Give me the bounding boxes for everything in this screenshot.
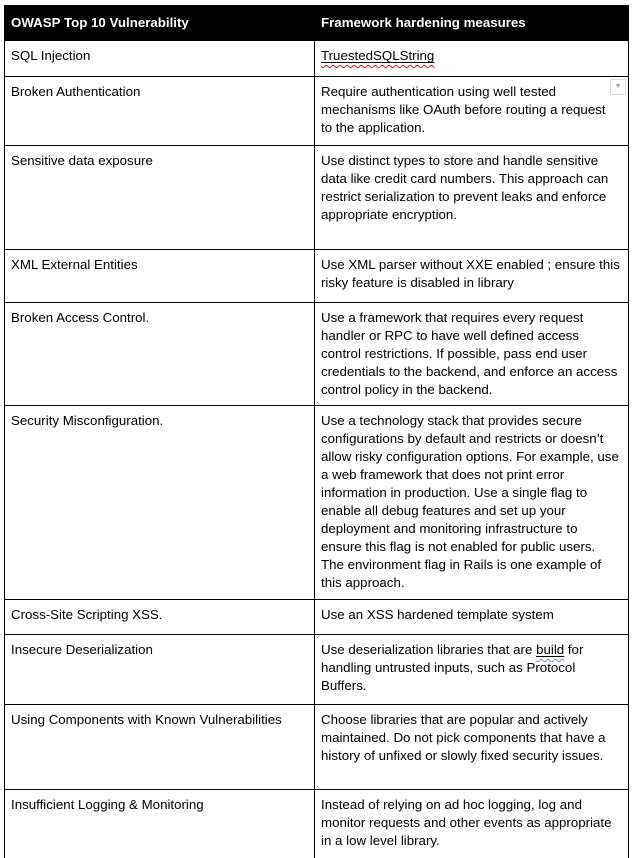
measure-text: for handling untrusted inputs, such as Protocol Buffers. (321, 642, 584, 693)
measure-text: Require authentication using well tested mechanisms like OAuth before routing a request to the application. (321, 84, 606, 135)
vulnerability-cell: Broken Authentication (5, 77, 315, 146)
vulnerability-cell: Insufficient Logging & Monitoring (5, 790, 315, 858)
chevron-down-icon: ▼ (614, 83, 622, 90)
measure-text: Use an XSS hardened template system (321, 607, 554, 622)
table-row (5, 303, 629, 406)
measure-cell (315, 705, 629, 790)
vulnerability-table (4, 5, 629, 858)
table-row (5, 705, 629, 790)
measure-text: Choose libraries that are popular and actively maintained. Do not pick components that have a history of unfixed or slowly fixed security issues. (321, 712, 606, 763)
measure-text: Use a framework that requires every request handler or RPC to have well defined access control restrictions. If possible, pass end user credentials to the backend, and enforce an access control policy in the backend. (321, 310, 618, 397)
table-header-row (5, 6, 629, 41)
table-row (5, 146, 629, 250)
comment-collapse-button[interactable] (610, 79, 626, 95)
measure-cell (315, 146, 629, 250)
vulnerability-cell: Sensitive data exposure (5, 146, 315, 250)
table-row (5, 635, 629, 705)
vulnerability-cell: Using Components with Known Vulnerabilities (5, 705, 315, 790)
header-measures: Framework hardening measures (315, 6, 629, 41)
measure-cell (315, 635, 629, 705)
table-row (5, 406, 629, 600)
vulnerability-cell: Broken Access Control. (5, 303, 315, 406)
measure-cell (315, 790, 629, 858)
measure-text: Use distinct types to store and handle sensitive data like credit card numbers. This approach can restrict serialization to prevent leaks and enforce appropriate encryption. (321, 153, 609, 222)
vulnerability-cell: SQL Injection (5, 41, 315, 77)
table-row (5, 250, 629, 303)
vulnerability-cell: XML External Entities (5, 250, 315, 303)
measure-cell (315, 250, 629, 303)
table-row (5, 41, 629, 77)
measure-text: Use a technology stack that provides secure configurations by default and restricts or doesn’t allow risky configuration options. For example, use a web framework that does not print error information in production. Use a single flag to enable all debug features and set up your deployment and monitoring infrastructure to ensure this flag is not enabled for public users. The environment flag in Rails is one example of this approach. (321, 413, 619, 590)
table-row (5, 790, 629, 858)
measure-text: Use XML parser without XXE enabled ; ensure this risky feature is disabled in library (321, 257, 620, 290)
measure-text: Instead of relying on ad hoc logging, log and monitor requests and other events as appropriate in a low level library. (321, 797, 612, 848)
header-vulnerability: OWASP Top 10 Vulnerability (5, 6, 315, 41)
table-row (5, 77, 629, 146)
grammar-marked-word[interactable]: build (536, 642, 565, 657)
measure-cell (315, 600, 629, 635)
vulnerability-cell: Insecure Deserialization (5, 635, 315, 705)
measure-cell (315, 41, 629, 77)
table-row (5, 600, 629, 635)
measure-cell (315, 77, 629, 146)
vulnerability-cell: Security Misconfiguration. (5, 406, 315, 600)
vulnerability-cell: Cross-Site Scripting XSS. (5, 600, 315, 635)
misspelled-link-text[interactable]: TruestedSQLString (321, 48, 435, 63)
measure-text: Use deserialization libraries that are (321, 642, 537, 657)
measure-cell (315, 303, 629, 406)
measure-cell (315, 406, 629, 600)
